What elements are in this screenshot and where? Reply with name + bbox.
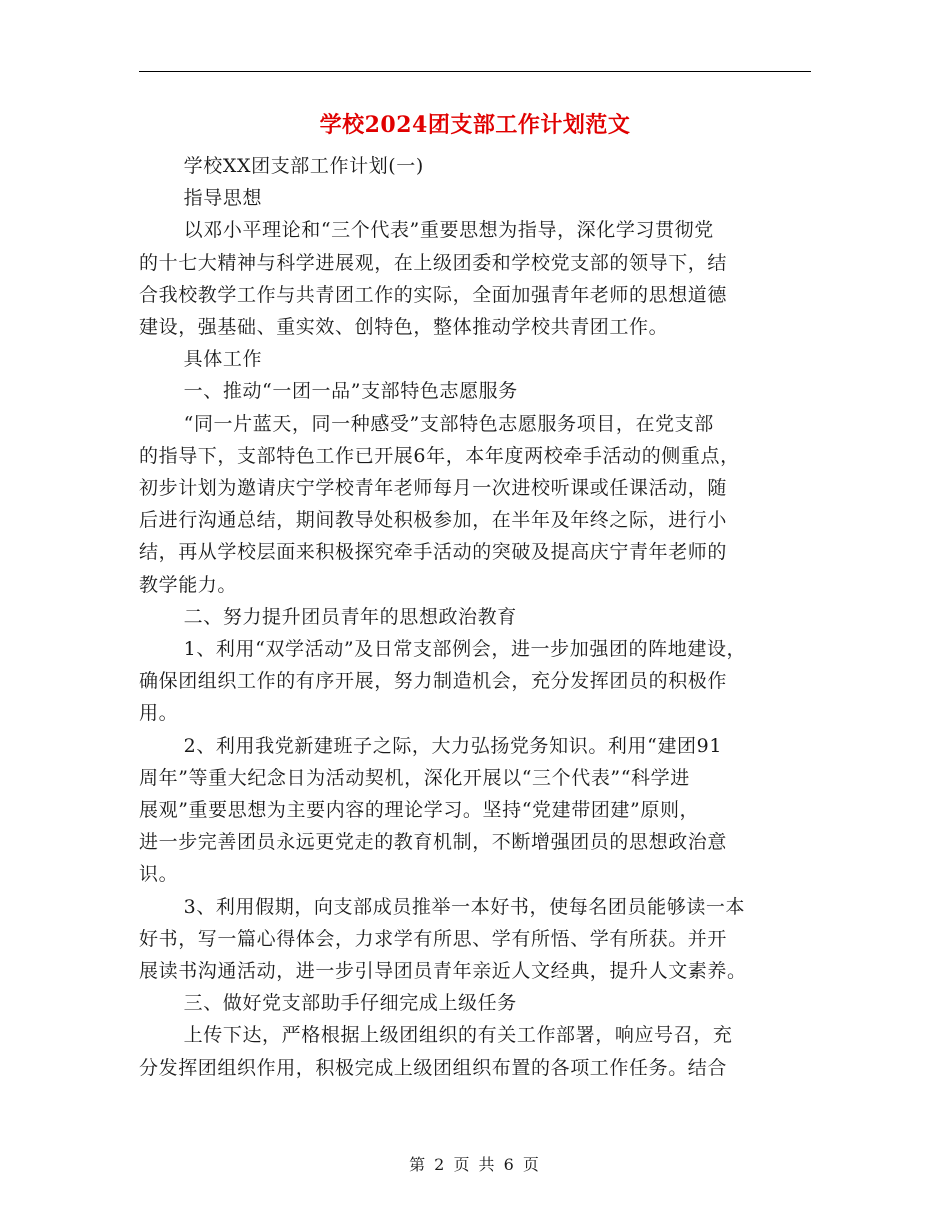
page-footer: 第 2 页 共 6 页 [409, 1155, 541, 1174]
section-heading: 一、推动“一团一品”支部特色志愿服务 [183, 380, 518, 403]
body-paragraph: 1、利用“双学活动”及日常支部例会，进一步加强团的阵地建设， 确保团组织工作的有序开展，努力制造机会，充分发挥团员的积极作 用。 [139, 638, 747, 725]
body-paragraph: 2、利用我党新建班子之际，大力弘扬党务知识。利用“建团91 周年”等重大纪念日为活动契机，深化开展以“三个代表”“科学进 展观”重要思想为主要内容的理论学习。坚持“党建带团建”原则， 进一步完善团员永远更党走的教育机制，不断增强团员的思想政治意 识。 [139, 734, 728, 886]
header-rule [139, 71, 811, 72]
body-paragraph: 上传下达，严格根据上级团组织的有关工作部署，响应号召，充 分发挥团组织作用，积极完成上级团组织布置的各项工作任务。结合 [139, 1024, 733, 1079]
body-paragraph: 以邓小平理论和“三个代表”重要思想为指导，深化学习贯彻党 的十七大精神与科学进展观，在上级团委和学校党支部的领导下，结 合我校教学工作与共青团工作的实际，全面加强青年老师的思想道德 建设，强基础、重实效、创特色，整体推动学校共青团工作。 [139, 219, 728, 339]
section-heading: 学校XX团支部工作计划(一) [183, 155, 424, 177]
section-heading: 指导思想 [183, 187, 263, 210]
document-title: 学校2024团支部工作计划范文 [319, 112, 631, 138]
section-heading: 三、做好党支部助手仔细完成上级任务 [183, 992, 517, 1015]
document-body [139, 150, 811, 1084]
section-heading: 二、努力提升团员青年的思想政治教育 [183, 605, 517, 628]
body-paragraph: 3、利用假期，向支部成员推举一本好书，使每名团员能够读一本 好书，写一篇心得体会，力求学有所思、学有所悟、学有所获。并开 展读书沟通活动，进一步引导团员青年亲近人文经典，提升人文素养。 [139, 895, 747, 983]
section-heading: 具体工作 [183, 348, 263, 371]
body-paragraph: “同一片蓝天，同一种感受”支部特色志愿服务项目，在党支部 的指导下，支部特色工作已开展6年，本年度两校牵手活动的侧重点， 初步计划为邀请庆宁学校青年老师每月一次进校听课或任课活动，随 后进行沟通总结，期间教导处积极参加，在半年及年终之际，进行小 结，再从学校层面来积极探究牵手活动的突破及提高庆宁青年老师的 教学能力。 [139, 412, 740, 596]
